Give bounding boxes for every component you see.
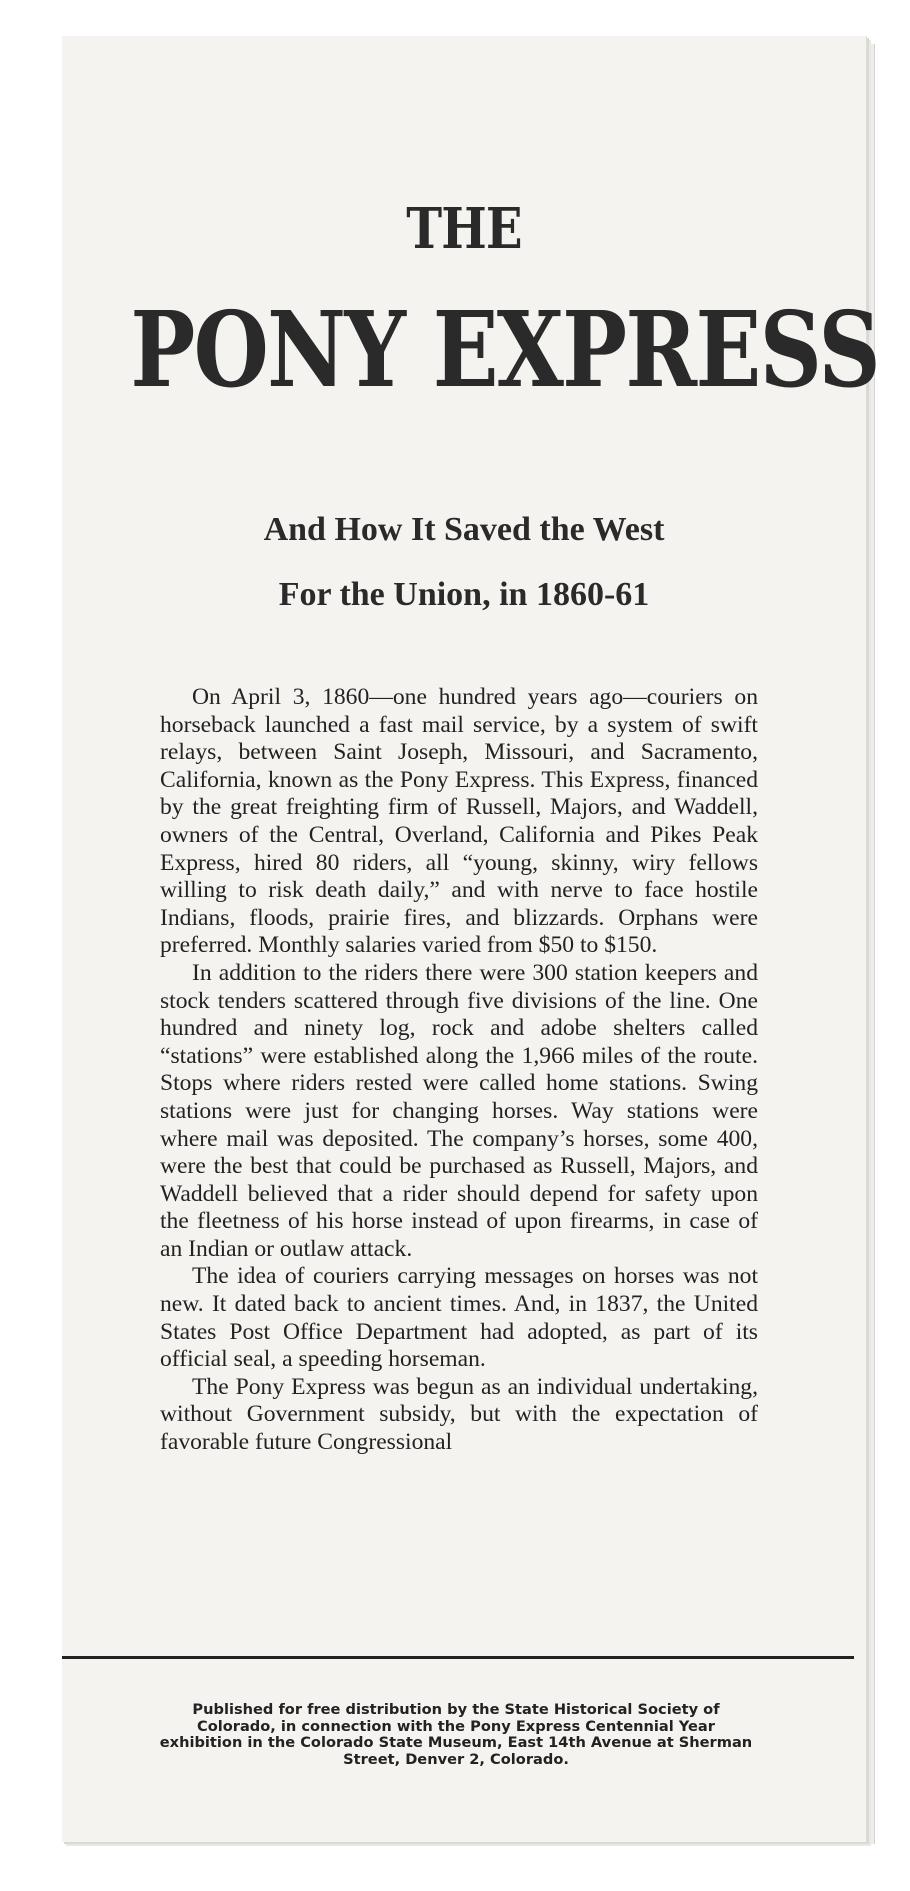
paragraph-2: In addition to the riders there were 300 station keepers and stock tenders scattered through five divisions of the line. One hundred and ninety log, rock and adobe shelters called “stations” were established along the 1,966 miles of the route. Stops where riders rested were called home stations. Swing stations were just for changing horses. Way stations were where mail was deposited. The company’s horses, some 400, were the best that could be purchased as Russell, Majors, and Waddell believed that a rider should depend for safety upon the fleetness of his horse instead of upon firearms, in case of an Indian or outlaw attack. [160, 959, 758, 1262]
title-pony-express: PONY EXPRESS [130, 288, 880, 411]
body-text [160, 684, 758, 1457]
subtitle-line-2: For the Union, in 1860-61 [278, 576, 650, 613]
paragraph-1: On April 3, 1860—one hundred years ago—couriers on horseback launched a fast mail service, by a system of swift relays, between Saint Joseph, Missouri, and Sacramento, California, known as the Pony Express. This Express, financed by the great freighting firm of Russell, Majors, and Waddell, owners of the Central, Overland, California and Pikes Peak Express, hired 80 riders, all “young, skinny, wiry fellows willing to risk death daily,” and with nerve to face hostile Indians, floods, prairie fires, and blizzards. Orphans were preferred. Monthly salaries varied from $50 to $150. [160, 684, 758, 959]
title-the: THE [406, 196, 522, 262]
footer-divider [62, 1656, 854, 1659]
paragraph-4: The Pony Express was begun as an individual undertaking, without Government subsidy, but with the expectation of favorable future Congressional [160, 1373, 758, 1456]
publisher-footer: Published for free distribution by the State Historical Society of Colorado, in connection with the Pony Express Centennial Year exhibition in the Colorado State Museum, East 14th Avenue at Sherman Street, Denver 2, Colorado. [159, 1701, 753, 1768]
subtitle-line-1: And How It Saved the West [263, 511, 665, 548]
pamphlet-page [62, 36, 880, 1842]
paragraph-3: The idea of couriers carrying messages on horses was not new. It dated back to ancient times. And, in 1837, the United States Post Office Department had adopted, as part of its official seal, a speeding horseman. [160, 1263, 758, 1373]
